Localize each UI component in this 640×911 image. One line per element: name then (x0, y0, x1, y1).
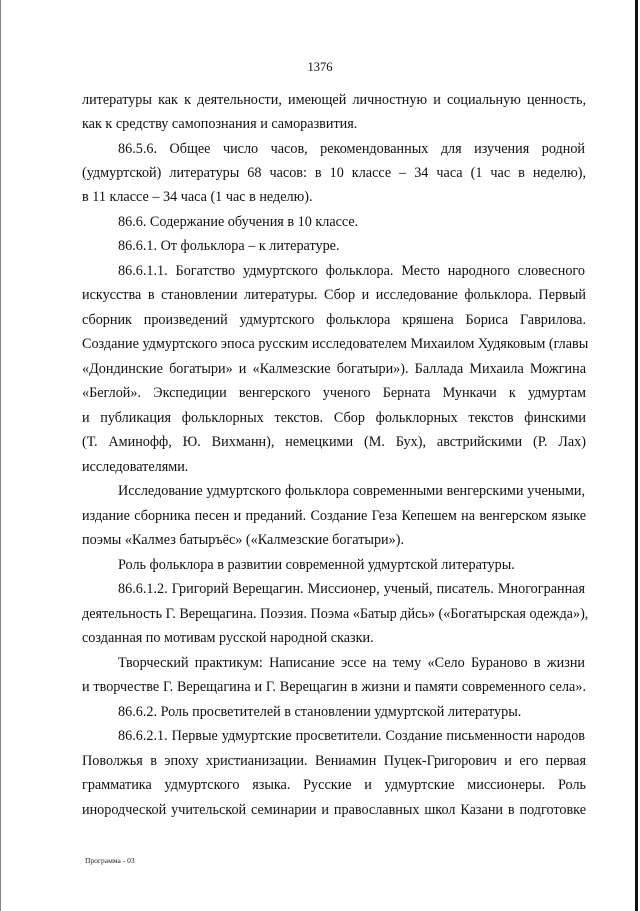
text-line: (удмуртской) литературы 68 часов: в 10 классе – 34 часа (1 час в неделю), (82, 165, 586, 181)
text-line: Роль фольклора в развитии современной удмуртской литературы. (118, 557, 515, 573)
text-line: исследователями. (82, 459, 189, 475)
text-line: грамматика удмуртского языка. Русские и удмуртские миссионеры. Роль (82, 777, 586, 793)
text-line: деятельность Г. Верещагина. Поэзия. Поэма «Батыр дйсь» («Богатырская одежда»), (82, 606, 589, 622)
text-line: 86.6.1.1. Богатство удмуртского фольклора. Место народного словесного (118, 263, 585, 279)
text-line: 86.6.1. От фольклора – к литературе. (118, 238, 340, 254)
text-line: 86.6.1.2. Григорий Верещагин. Миссионер, ученый, писатель. Многогранная (118, 581, 585, 597)
text-line: созданная по мотивам русской народной сказки. (82, 630, 374, 646)
scan-edge-left (0, 0, 1, 911)
text-line: поэмы «Калмез батыръёс» («Калмезские богатыри»). (82, 532, 405, 548)
text-line: 86.6.2. Роль просветителей в становлении удмуртской литературы. (118, 704, 522, 720)
text-line: Творческий практикум: Написание эссе на тему «Село Бураново в жизни (118, 655, 585, 671)
footer-note: Программа - 03 (85, 856, 135, 865)
text-line: инородческой учительской семинарии и православных школ Казани в подготовке (82, 802, 586, 818)
text-line: 86.6. Содержание обучения в 10 классе. (118, 214, 359, 230)
text-line: 86.5.6. Общее число часов, рекомендованных для изучения родной (118, 141, 585, 157)
text-line: издание сборника песен и преданий. Создание Геза Кепешем на венгерском языке (82, 508, 586, 524)
text-line: Исследование удмуртского фольклора современными венгерскими учеными, (118, 483, 585, 499)
text-line: (Т. Аминофф, Ю. Вихманн), немецкими (М. Бух), австрийскими (Р. Лах) (82, 434, 586, 450)
text-line: как к средству самопознания и саморазвития. (82, 116, 358, 132)
page-number: 1376 (307, 60, 333, 74)
text-line: Поволжья в эпоху христианизации. Вениамин Пуцек-Григорович и его первая (82, 753, 586, 769)
text-line: литературы как к деятельности, имеющей личностную и социальную ценность, (82, 92, 586, 108)
text-line: Создание удмуртского эпоса русским исследователем Михаилом Худяковым (главы (82, 336, 589, 352)
text-line: «Дондинские богатыри» и «Калмезские богатыри»). Баллада Михаила Можгина (82, 361, 586, 377)
text-line: и публикация фольклорных текстов. Сбор фольклорных текстов финскими (82, 410, 586, 426)
text-line: «Беглой». Экспедиции венгерского ученого Берната Мункачи к удмуртам (82, 385, 586, 401)
text-line: в 11 классе – 34 часа (1 час в неделю). (82, 189, 313, 205)
scan-edge-right (635, 0, 638, 911)
text-line: сборник произведений удмуртского фольклора кряшена Бориса Гаврилова. (82, 312, 586, 328)
text-line: искусства в становлении литературы. Сбор и исследование фольклора. Первый (82, 287, 586, 303)
text-line: 86.6.2.1. Первые удмуртские просветители. Создание письменности народов (118, 728, 585, 744)
text-line: и творчестве Г. Верещагина и Г. Верещагин в жизни и памяти современного села». (82, 679, 586, 695)
